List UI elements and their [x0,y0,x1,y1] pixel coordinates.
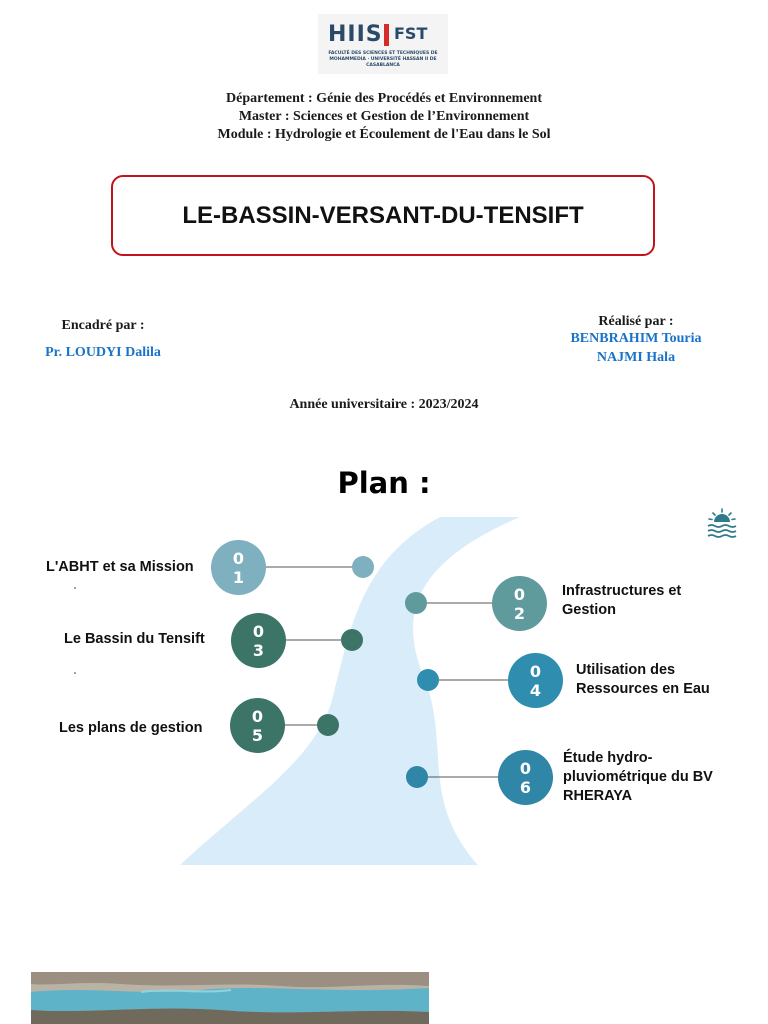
logo-mark: HIIS [328,22,383,47]
connector-dot [341,629,363,651]
sunset-water-icon [706,508,738,538]
decor-dot [74,587,76,589]
academic-year: Année universitaire : 2023/2024 [289,397,479,412]
plan-number-02: 0 2 [492,576,547,631]
connector-dot [317,714,339,736]
connector-dot [405,592,427,614]
plan-item-label: Le Bassin du Tensift [64,631,205,647]
supervisor-label: Encadré par : [61,318,145,333]
logo-fst: FST [394,24,428,43]
module-line: Module : Hydrologie et Écoulement de l'Eau dans le Sol [217,127,551,142]
decor-dot [74,672,76,674]
connector-dot [406,766,428,788]
logo-divider [384,24,389,46]
connector-dot [417,669,439,691]
plan-item-label: Utilisation des Ressources en Eau [576,662,710,697]
plan-number-01: 0 1 [211,540,266,595]
author-name: NAJMI Hala [596,350,676,365]
document-title: LE-BASSIN-VERSANT-DU-TENSIFT [182,201,584,229]
master-line: Master : Sciences et Gestion de l’Environnement [238,109,530,124]
department-line: Département : Génie des Procédés et Environnement [226,91,542,106]
plan-item-label: L'ABHT et sa Mission [46,559,194,575]
plan-item-label: Les plans de gestion [59,720,203,736]
plan-item-label: Étude hydro- pluviométrique du BV RHERAYA [563,750,713,804]
authors-label: Réalisé par : [598,314,674,329]
connector-dot [352,556,374,578]
university-logo [318,14,448,74]
logo-subtitle: FACULTÉ DES SCIENCES ET TECHNIQUES DE MOHAMMEDIA · UNIVERSITÉ HASSAN II DE CASABLANCA [328,51,438,68]
plan-title: Plan : [337,466,431,500]
dam-lake-photo [31,972,429,1024]
plan-number-05: 0 5 [230,698,285,753]
plan-number-06: 0 6 [498,750,553,805]
plan-item-label: Infrastructures et Gestion [562,583,682,618]
author-name: BENBRAHIM Touria [570,331,702,346]
title-box [111,175,655,256]
supervisor-name: Pr. LOUDYI Dalila [45,345,161,360]
plan-number-03: 0 3 [231,613,286,668]
plan-number-04: 0 4 [508,653,563,708]
